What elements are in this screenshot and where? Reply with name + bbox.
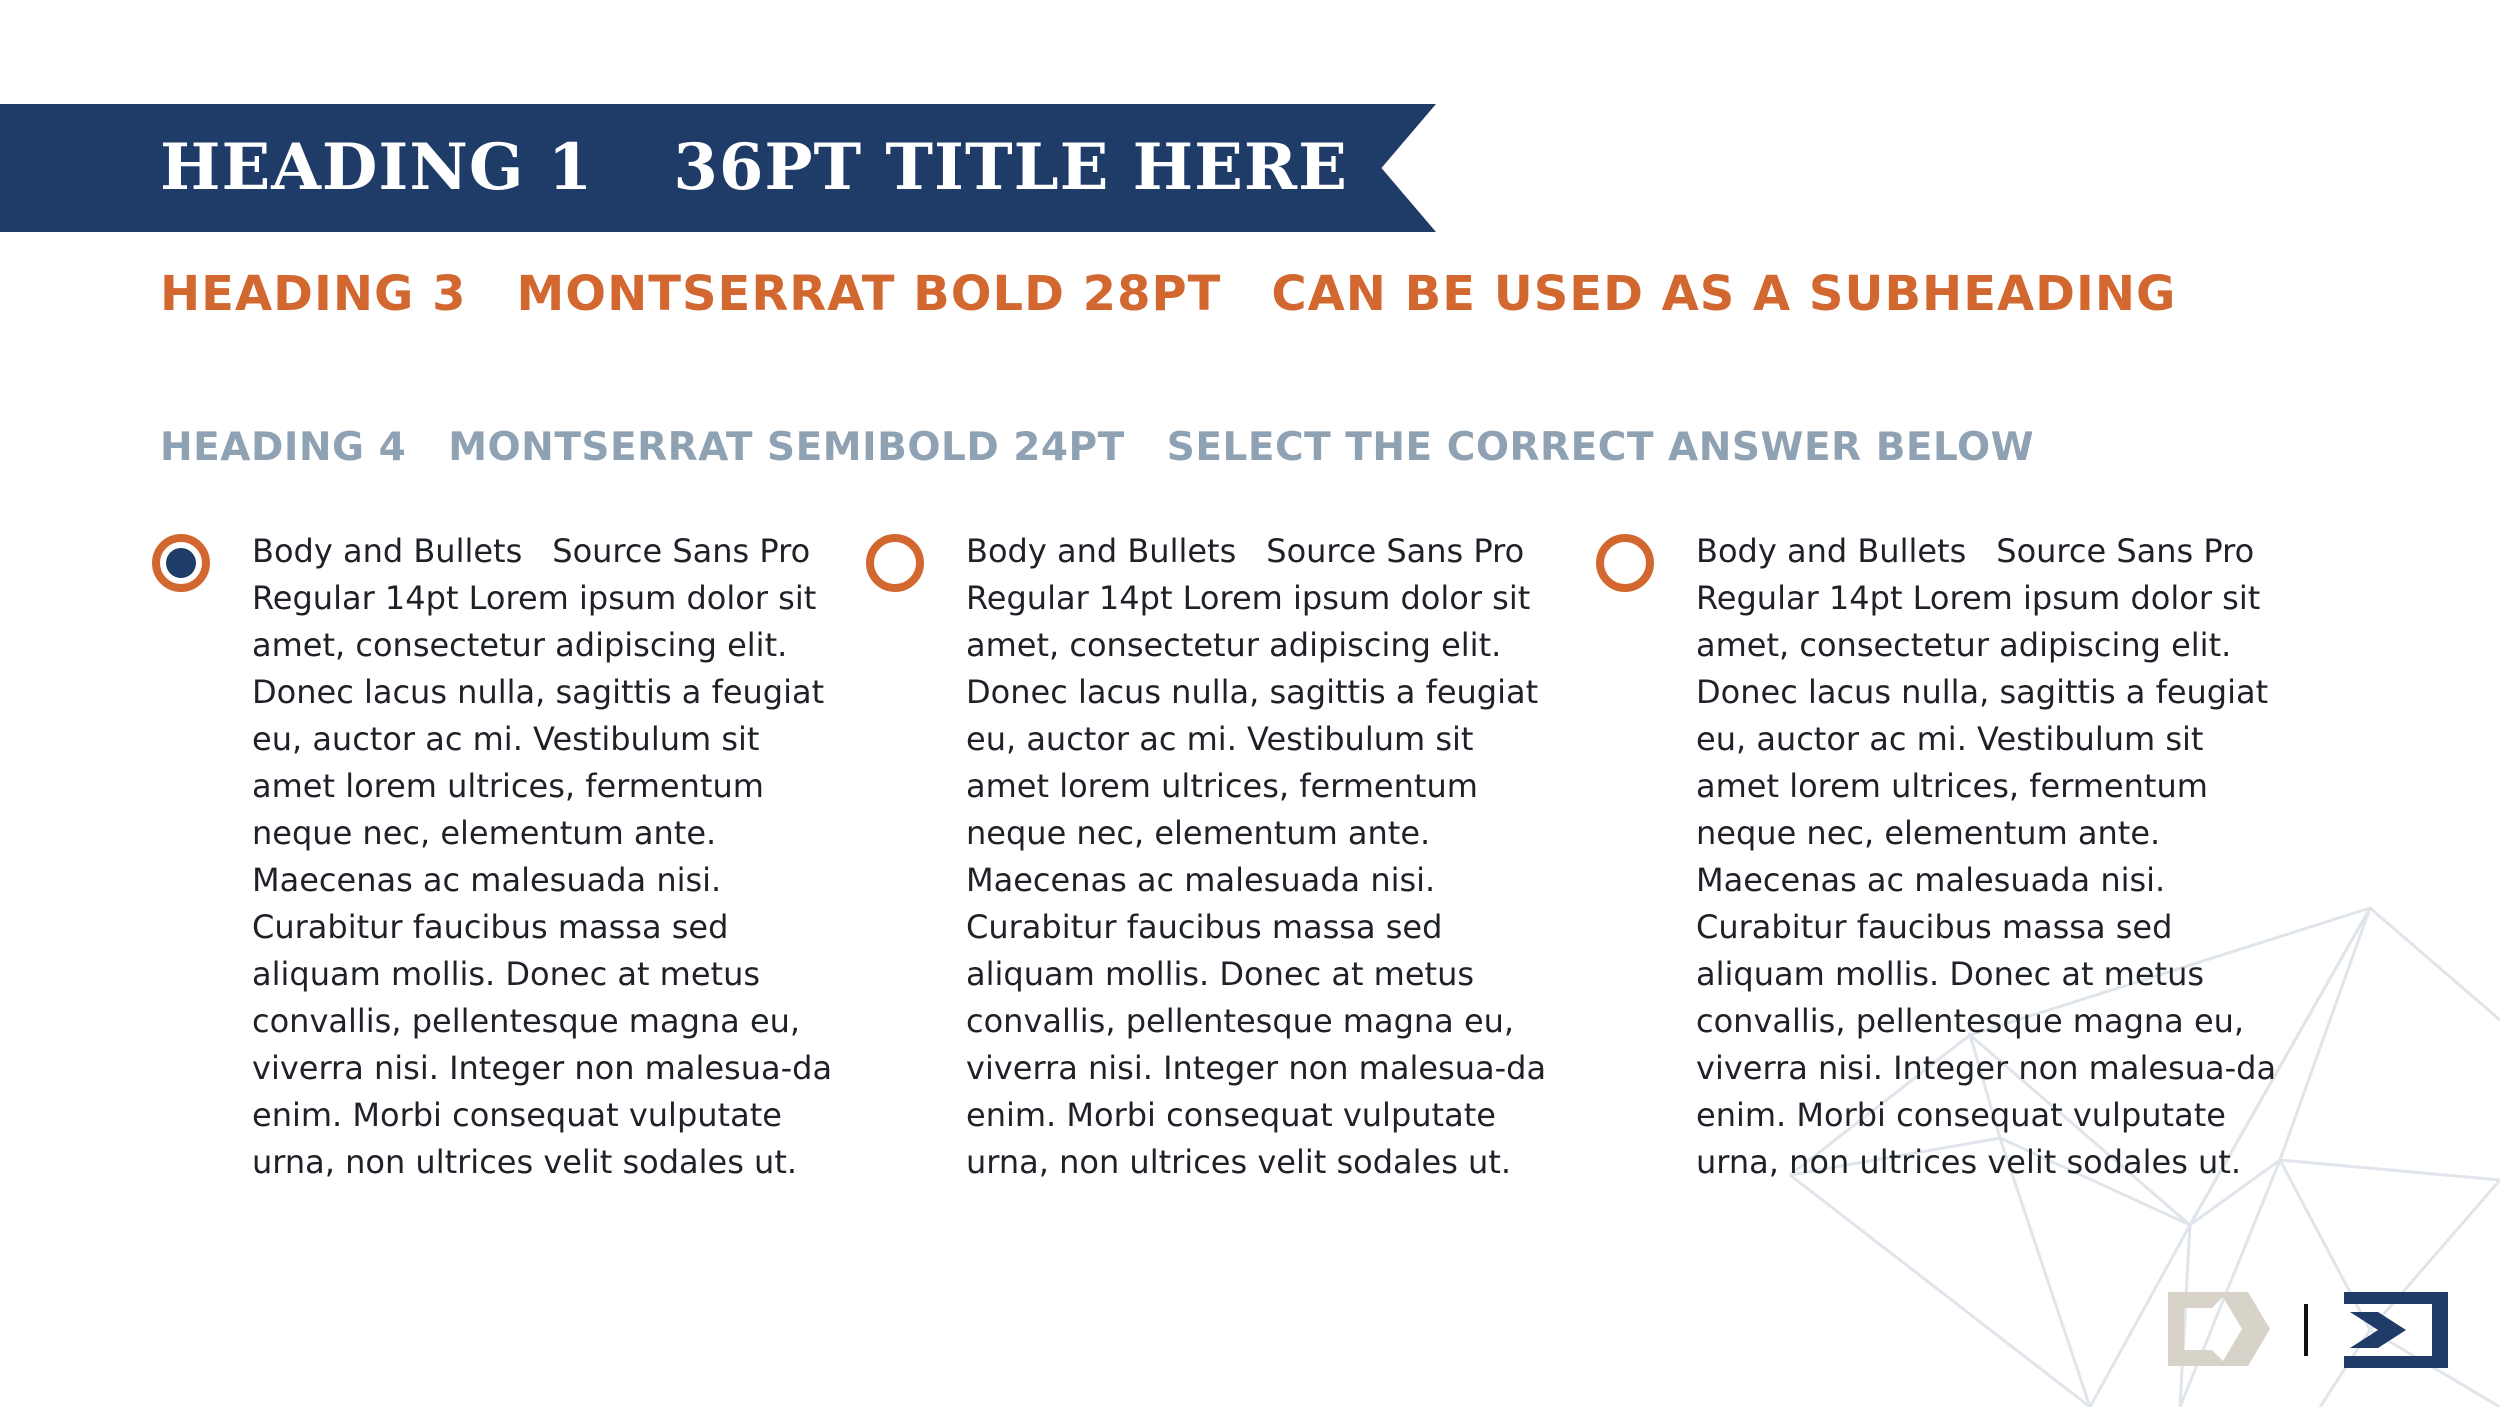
option-3-font: Source Sans Pro: [1996, 532, 2255, 570]
subheading-text: CAN BE USED AS A SUBHEADING: [1271, 266, 2177, 322]
page-title: [160, 104, 1348, 232]
sigma-logo-icon: [2344, 1292, 2448, 1368]
option-1-text: [252, 528, 842, 1186]
option-1-font: Source Sans Pro: [552, 532, 811, 570]
title-text: 36PT TITLE HERE: [673, 130, 1348, 205]
option-2-body: Regular 14pt Lorem ipsum dolor sit amet, consectetur adipiscing elit. Donec lacus nulla, sagittis a feugiat eu, auctor ac mi. Vestibulum sit amet lorem ultrices, fermentum neque nec, elementum ante. Maecenas ac malesuada nisi. Curabitur faucibus massa sed aliquam mollis. Donec at metus convallis, pellentesque magna eu, viverra nisi. Integer non malesua-da enim. Morbi consequat vulputate urna, non ultrices velit sodales ut.: [966, 579, 1547, 1181]
bracket-logo-icon: [2168, 1292, 2270, 1366]
option-2-font: Source Sans Pro: [1266, 532, 1525, 570]
question-text: SELECT THE CORRECT ANSWER BELOW: [1166, 425, 2035, 470]
subheading: [160, 266, 2176, 322]
question-heading: [160, 425, 2034, 470]
title-heading-label: HEADING 1: [160, 130, 594, 205]
option-3-label: Body and Bullets: [1696, 532, 1967, 570]
radio-button[interactable]: [866, 534, 924, 592]
radio-button[interactable]: [1596, 534, 1654, 592]
subheading-font: MONTSERRAT BOLD 28PT: [516, 266, 1222, 322]
question-heading-label: HEADING 4: [160, 425, 407, 470]
radio-button-selected[interactable]: [152, 534, 210, 592]
radio-dot-icon: [166, 548, 196, 578]
option-3-text: [1696, 528, 2286, 1186]
option-3-body: Regular 14pt Lorem ipsum dolor sit amet, consectetur adipiscing elit. Donec lacus nulla, sagittis a feugiat eu, auctor ac mi. Vestibulum sit amet lorem ultrices, fermentum neque nec, elementum ante. Maecenas ac malesuada nisi. Curabitur faucibus massa sed aliquam mollis. Donec at metus convallis, pellentesque magna eu, viverra nisi. Integer non malesua-da enim. Morbi consequat vulputate urna, non ultrices velit sodales ut.: [1696, 579, 2277, 1181]
option-1-body: Regular 14pt Lorem ipsum dolor sit amet, consectetur adipiscing elit. Donec lacus nulla, sagittis a feugiat eu, auctor ac mi. Vestibulum sit amet lorem ultrices, fermentum neque nec, elementum ante. Maecenas ac malesuada nisi. Curabitur faucibus massa sed aliquam mollis. Donec at metus convallis, pellentesque magna eu, viverra nisi. Integer non malesua-da enim. Morbi consequat vulputate urna, non ultrices velit sodales ut.: [252, 579, 833, 1181]
option-1-label: Body and Bullets: [252, 532, 523, 570]
logo-divider: [2304, 1304, 2308, 1356]
subheading-label: HEADING 3: [160, 266, 467, 322]
option-2-text: [966, 528, 1556, 1186]
option-2-label: Body and Bullets: [966, 532, 1237, 570]
question-font: MONTSERRAT SEMIBOLD 24PT: [448, 425, 1125, 470]
